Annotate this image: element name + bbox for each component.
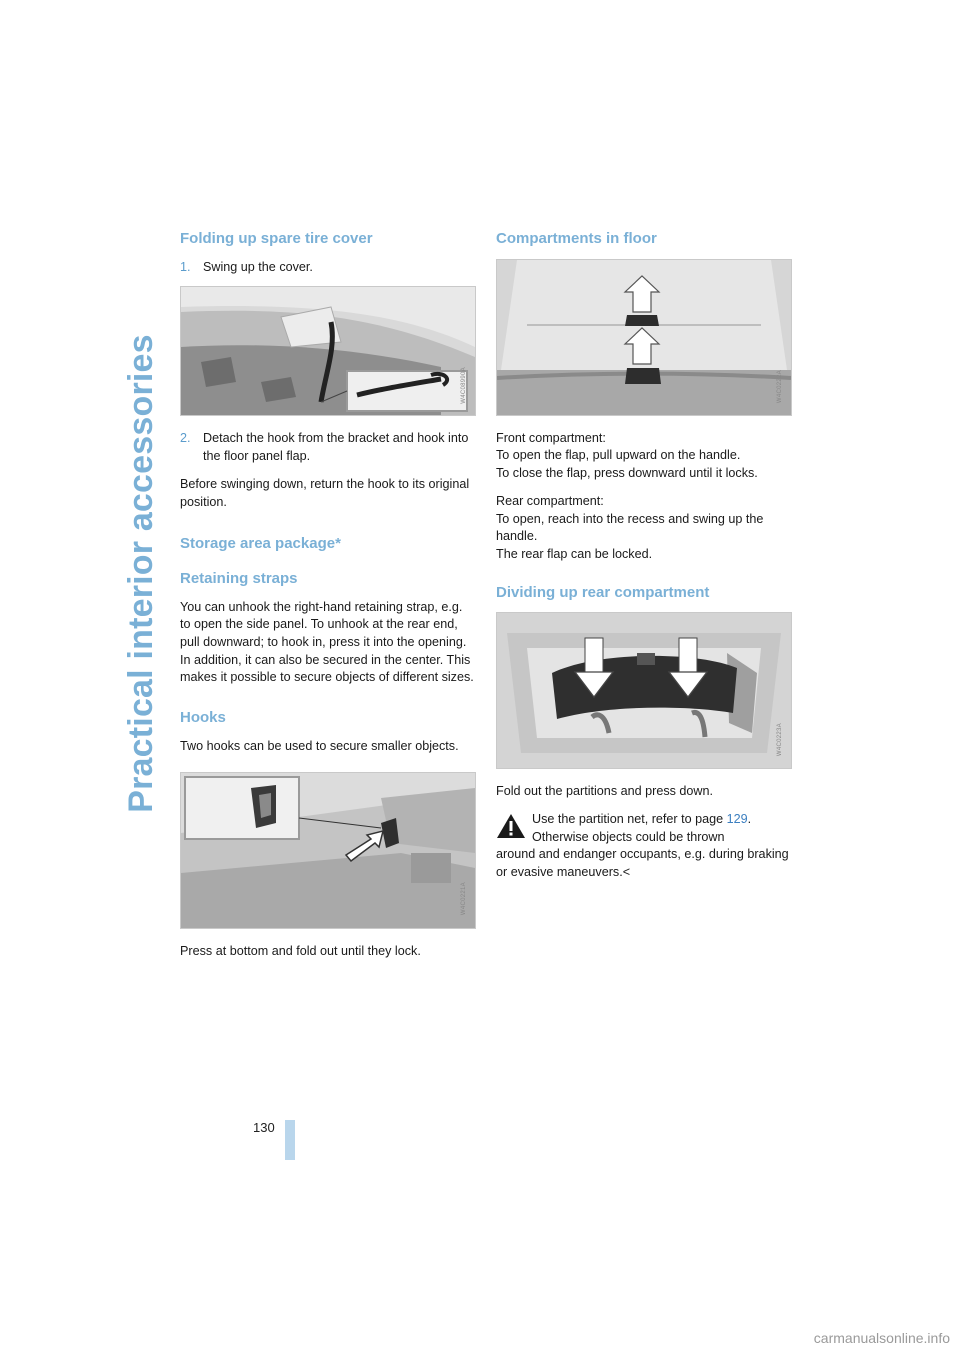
watermark: carmanualsonline.info (813, 1330, 950, 1346)
spare-tire-illustration (181, 287, 475, 415)
paragraph-front-compartment: Front compartment: To open the flap, pull upward on the handle. To close the flap, press downward until it locks. (496, 430, 758, 481)
figure-code: W4C0221A (461, 882, 468, 916)
figure-floor-compartments (496, 259, 792, 416)
subsection-title-retaining-straps: Retaining straps (180, 569, 298, 587)
right-column (496, 230, 790, 882)
step-text: Swing up the cover. (203, 259, 313, 274)
figure-code: W4C0222A (777, 369, 784, 403)
paragraph: Before swinging down, return the hook to its original position. (180, 476, 470, 509)
section-title-spare-tire: Folding up spare tire cover (180, 230, 373, 247)
rear-partition-illustration (497, 613, 791, 768)
paragraph-rear-compartment: Rear compartment: To open, reach into the recess and swing up the handle. The rear flap can be locked. (496, 493, 764, 561)
warning-triangle-icon (496, 813, 526, 839)
figure-code: W4C08990A (461, 366, 468, 404)
figure-code: W4C0223A (777, 723, 784, 757)
step-text: Detach the hook from the bracket and hook into the floor panel flap. (203, 431, 469, 464)
figure-spare-tire-hook (180, 286, 476, 416)
page-reference-link[interactable]: 129 (726, 812, 748, 827)
figure-rear-partition (496, 612, 792, 769)
section-title-dividing-rear: Dividing up rear compartment (496, 583, 710, 601)
warning-text: Use the partition net, refer to page 129. Otherwise objects could be thrown around and endanger occupants, e.g. during braking or evasive maneuvers.< (496, 812, 789, 880)
paragraph: Two hooks can be used to secure smaller objects. (180, 738, 459, 753)
section-title-storage-package: Storage area package* (180, 535, 341, 553)
figure-hooks (180, 772, 476, 929)
chapter-side-title: Practical interior accessories (121, 333, 160, 813)
figure-caption: Press at bottom and fold out until they lock. (180, 943, 421, 958)
paragraph: Fold out the partitions and press down. (496, 784, 714, 799)
floor-compartments-illustration (497, 260, 791, 415)
step-number: 1. (180, 259, 191, 274)
step-2 (180, 430, 474, 465)
paragraph: You can unhook the right-hand retaining strap, e.g. to open the side panel. To unhook at the rear end, pull downward; to hook in, press it into the opening. In addition, it can also be secured in the center. This makes it possible to secure objects of different sizes. (180, 599, 474, 685)
left-column (180, 230, 474, 970)
step-1 (180, 259, 474, 277)
hooks-illustration (181, 773, 475, 928)
warning-note (496, 811, 790, 882)
page-number: 130 (253, 1120, 275, 1135)
page-marker-bar (285, 1120, 295, 1160)
subsection-title-hooks: Hooks (180, 709, 226, 727)
step-number: 2. (180, 431, 191, 446)
section-title-floor-compartments: Compartments in floor (496, 230, 657, 247)
